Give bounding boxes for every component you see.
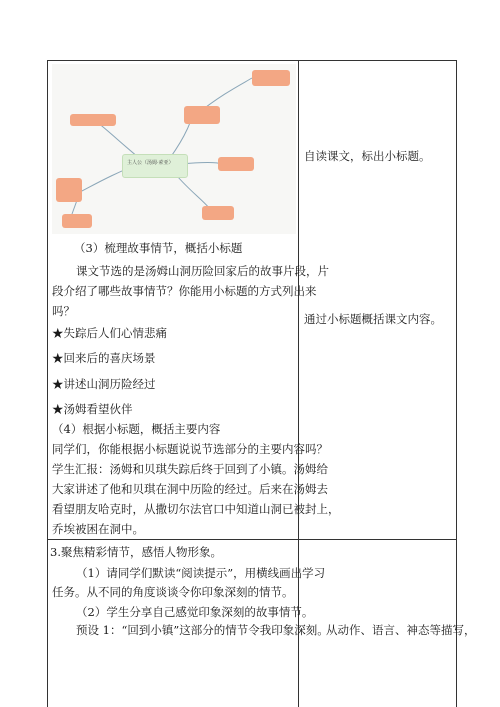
mind-map-node — [56, 178, 82, 202]
mind-map-node — [252, 70, 290, 86]
table-top-border — [47, 60, 457, 61]
mind-map-node — [218, 157, 254, 171]
subtitle-item: ★汤姆看望伙伴 — [52, 402, 133, 416]
student-report-line2: 大家讲述了他和贝琪在洞中历险的经过。后来在汤姆去 — [52, 482, 328, 496]
section3-title: 3.聚焦精彩情节，感悟人物形象。 — [50, 545, 222, 559]
mind-map-figure — [52, 64, 296, 234]
subtitle-item: ★回来后的喜庆场景 — [52, 351, 156, 365]
right-note-2: 通过小标题概括课文内容。 — [304, 312, 442, 326]
task1-line1: （1）请同学们默读“阅读提示”，用横线画出学习 — [76, 566, 326, 580]
mind-map-center-label: 主人公（汤姆·索亚） — [127, 160, 174, 166]
task2-line: （2）学生分享自己感觉印象深刻的故事情节。 — [76, 605, 314, 619]
step4-heading: （4）根据小标题，概括主要内容 — [52, 422, 221, 436]
step3-para-line1: 课文节选的是汤姆山洞历险回家后的故事片段，片 — [76, 264, 329, 278]
table-row-divider — [47, 539, 457, 540]
table-right-border — [456, 60, 457, 707]
subtitle-item: ★讲述山洞历险经过 — [52, 377, 156, 391]
task1-line2: 任务。从不同的角度谈谈令你印象深刻的情节。 — [52, 585, 294, 599]
subtitle-item: ★失踪后人们心情悲痛 — [52, 326, 167, 340]
right-note-3: 从动作、语言、神态等描写， — [326, 623, 476, 637]
mind-map-lines — [52, 64, 296, 234]
mind-map-center-node — [122, 154, 188, 178]
student-report-line3: 看望朋友哈克时，从撒切尔法官口中知道山洞已被封上， — [52, 502, 340, 516]
step3-para-line2: 段介绍了哪些故事情节？你能用小标题的方式列出来 — [52, 284, 317, 298]
step3-para-line3: 吗？ — [52, 304, 75, 318]
student-report-line4: 乔埃被困在洞中。 — [52, 522, 144, 536]
table-left-border — [47, 60, 48, 707]
student-report-line1: 学生汇报：汤姆和贝琪失踪后终于回到了小镇。汤姆给 — [52, 462, 328, 476]
mind-map-node — [184, 106, 220, 124]
mind-map-node — [70, 114, 116, 126]
right-note-1: 自读课文，标出小标题。 — [304, 149, 431, 163]
step3-heading: （3）梳理故事情节，概括小标题 — [74, 241, 243, 255]
mind-map-node — [62, 214, 92, 228]
step4-question: 同学们，你能根据小标题说说节选部分的主要内容吗？ — [52, 442, 328, 456]
preset1-line: 预设 1：“回到小镇”这部分的情节令我印象深刻。 — [76, 623, 329, 637]
mind-map-node — [202, 206, 234, 220]
